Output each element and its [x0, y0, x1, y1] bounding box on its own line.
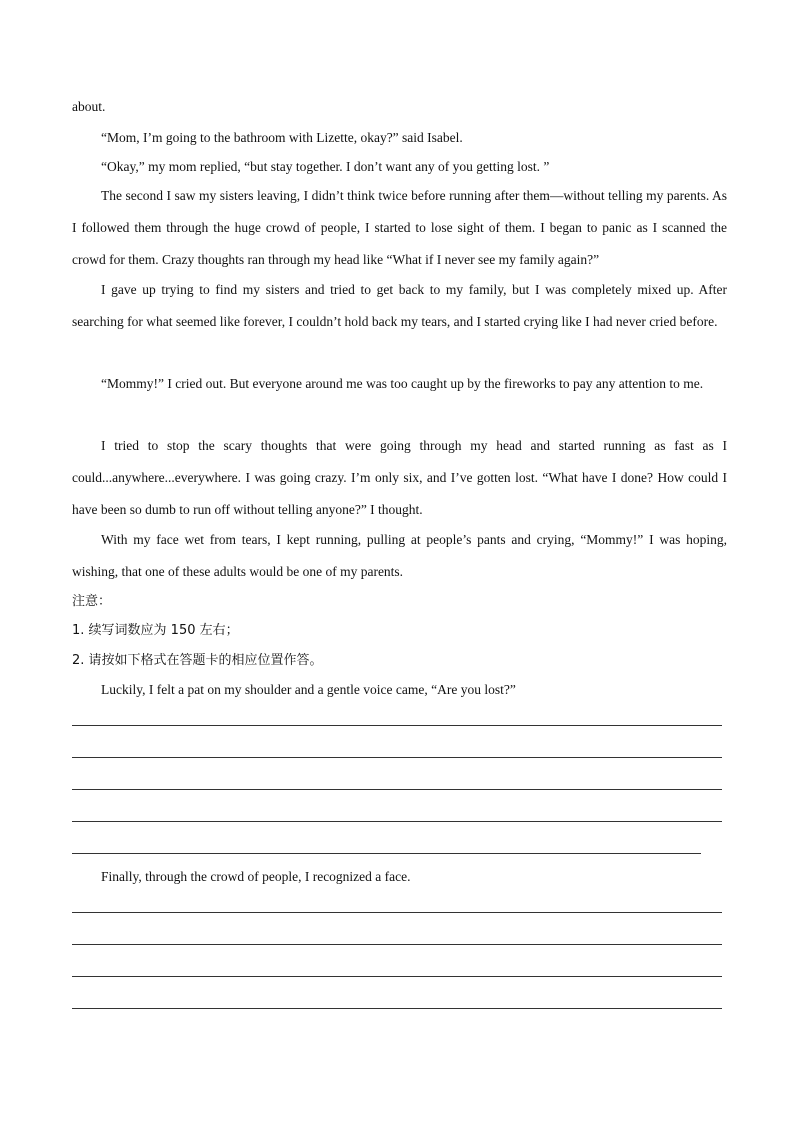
notes-heading: 注意： — [72, 594, 112, 609]
continuation-prompt-2: Finally, through the crowd of people, I recognized a face. — [101, 869, 411, 884]
answer-line — [72, 853, 701, 854]
answer-line — [72, 821, 722, 822]
answer-line — [72, 725, 722, 726]
story-paragraph-1: “Mom, I’m going to the bathroom with Lizette, okay?” said Isabel. — [101, 130, 463, 145]
story-paragraph-2: “Okay,” my mom replied, “but stay together. I don’t want any of you getting lost. ” — [101, 159, 550, 174]
story-paragraph-7: With my face wet from tears, I kept running, pulling at people’s pants and crying, “Mommy!” I was hoping, wishing, that one of these adults would be one of my parents. — [72, 532, 727, 579]
story-paragraph-6: I tried to stop the scary thoughts that were going through my head and started running as fast as I could...anywhere...everywhere. I was going crazy. I’m only six, and I’ve gotten lost. “What have I done? How could I have been so dumb to run off without telling anyone?” I thought. — [72, 438, 727, 517]
answer-line — [72, 1008, 722, 1009]
answer-line — [72, 757, 722, 758]
answer-line — [72, 789, 722, 790]
answer-line — [72, 976, 722, 977]
story-paragraph-4: I gave up trying to find my sisters and tried to get back to my family, but I was completely mixed up. After searching for what seemed like forever, I couldn’t hold back my tears, and I started crying like I had never cried before. — [72, 282, 727, 329]
continuation-prompt-1: Luckily, I felt a pat on my shoulder and a gentle voice came, “Are you lost?” — [101, 682, 516, 697]
story-paragraph-0: about. — [72, 99, 106, 114]
notes-item-2: 2. 请按如下格式在答题卡的相应位置作答。 — [72, 653, 323, 668]
notes-item-1: 1. 续写词数应为 150 左右； — [72, 623, 239, 638]
answer-line — [72, 944, 722, 945]
story-paragraph-3: The second I saw my sisters leaving, I didn’t think twice before running after them—without telling my parents. As I followed them through the huge crowd of people, I started to lose sight of them. I began to panic as I scanned the crowd for them. Crazy thoughts ran through my head like “What if I never see my family again?” — [72, 188, 727, 267]
answer-line — [72, 912, 722, 913]
story-paragraph-5: “Mommy!” I cried out. But everyone around me was too caught up by the fireworks to pay any attention to me. — [101, 376, 704, 391]
